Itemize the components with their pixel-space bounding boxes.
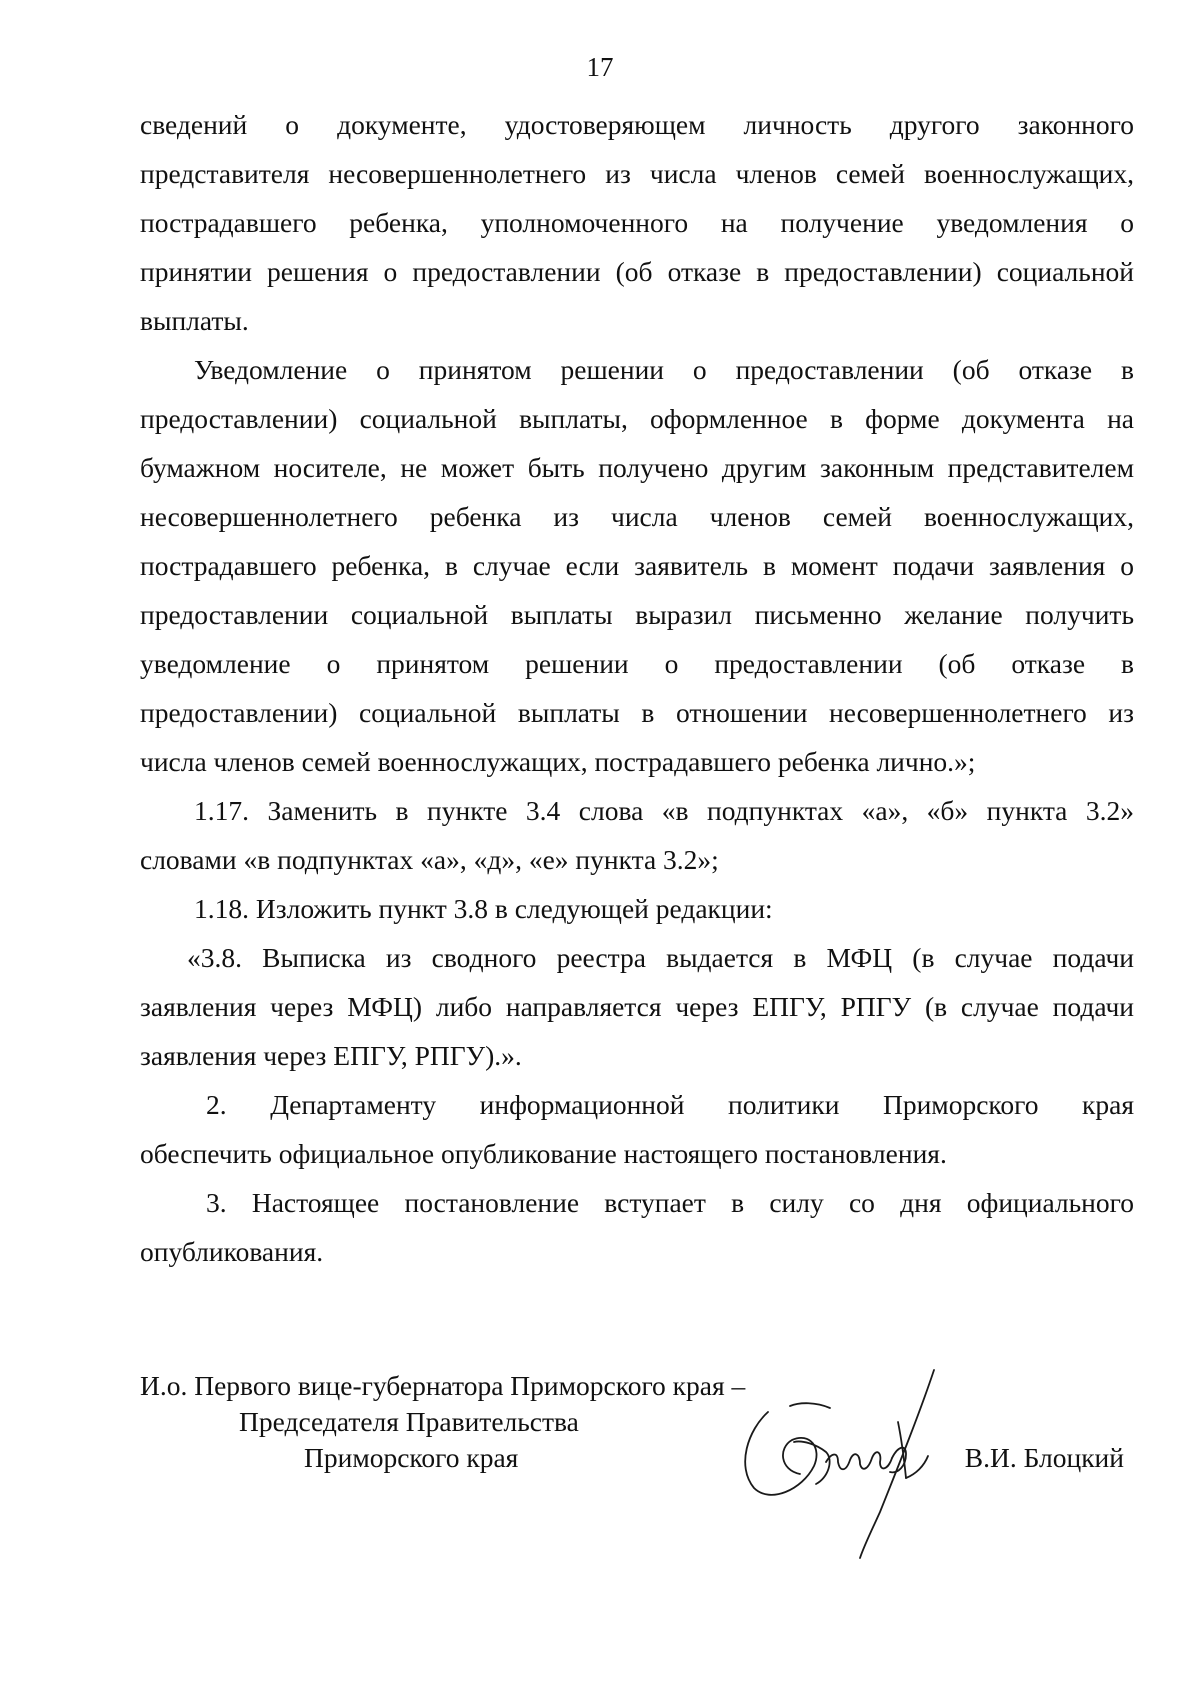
text-line: бумажном носителе, не может быть получено другим законным представителем [140, 452, 1134, 483]
paragraph-notification [140, 345, 1134, 786]
signature-block [140, 1368, 1134, 1568]
text-line: предоставлении социальной выплаты выразил письменно желание получить [140, 599, 1134, 630]
text-line: словами «в подпунктах «а», «д», «е» пункта 3.2»; [140, 844, 719, 875]
paragraph-item-2 [140, 1080, 1134, 1178]
text-line: предоставлении) социальной выплаты, оформленное в форме документа на [140, 403, 1134, 434]
text-line: несовершеннолетнего ребенка из числа членов семей военнослужащих, [140, 501, 1134, 532]
signatory-position-line-3: Приморского края [304, 1442, 519, 1473]
text-line: опубликования. [140, 1236, 324, 1267]
text-line: сведений о документе, удостоверяющем личность другого законного [140, 109, 1134, 140]
text-line: уведомление о принятом решении о предоставлении (об отказе в [140, 648, 1134, 679]
text-line: принятии решения о предоставлении (об отказе в предоставлении) социальной [140, 256, 1134, 287]
page-number: 17 [586, 52, 614, 82]
text-line: пострадавшего ребенка, уполномоченного на получение уведомления о [140, 207, 1134, 238]
text-line: представителя несовершеннолетнего из числа членов семей военнослужащих, [140, 158, 1134, 189]
text-line: числа членов семей военнослужащих, пострадавшего ребенка лично.»; [140, 746, 976, 777]
text-line: обеспечить официальное опубликование настоящего постановления. [140, 1138, 947, 1169]
text-line: выплаты. [140, 305, 249, 336]
paragraph-item-1-17 [140, 786, 1134, 884]
signatory-name: В.И. Блоцкий [964, 1442, 1124, 1473]
text-line: предоставлении) социальной выплаты в отношении несовершеннолетнего из [140, 697, 1134, 728]
text-line: 2. Департаменту информационной политики Приморского края [206, 1089, 1134, 1120]
text-line: 3. Настоящее постановление вступает в силу со дня официального [206, 1187, 1134, 1218]
text-line: 1.18. Изложить пункт 3.8 в следующей редакции: [194, 893, 773, 924]
text-line: пострадавшего ребенка, в случае если заявитель в момент подачи заявления о [140, 550, 1134, 581]
signatory-position-line-2: Председателя Правительства [239, 1406, 579, 1437]
signatory-position-line-1: И.о. Первого вице-губернатора Приморского края – [140, 1370, 746, 1401]
paragraph-item-3 [140, 1178, 1134, 1276]
text-line: Уведомление о принятом решении о предоставлении (об отказе в [194, 354, 1134, 385]
text-line: заявления через ЕПГУ, РПГУ).». [140, 1040, 522, 1071]
handwritten-signature [730, 1362, 960, 1562]
paragraph-item-3-8 [140, 933, 1134, 1080]
document-body [140, 100, 1134, 1276]
text-line: заявления через МФЦ) либо направляется через ЕПГУ, РПГУ (в случае подачи [140, 991, 1134, 1022]
paragraph-continuation [140, 100, 1134, 345]
text-line: «3.8. Выписка из сводного реестра выдается в МФЦ (в случае подачи [187, 942, 1134, 973]
paragraph-item-1-18 [140, 884, 1134, 933]
text-line: 1.17. Заменить в пункте 3.4 слова «в подпунктах «а», «б» пункта 3.2» [194, 795, 1134, 826]
